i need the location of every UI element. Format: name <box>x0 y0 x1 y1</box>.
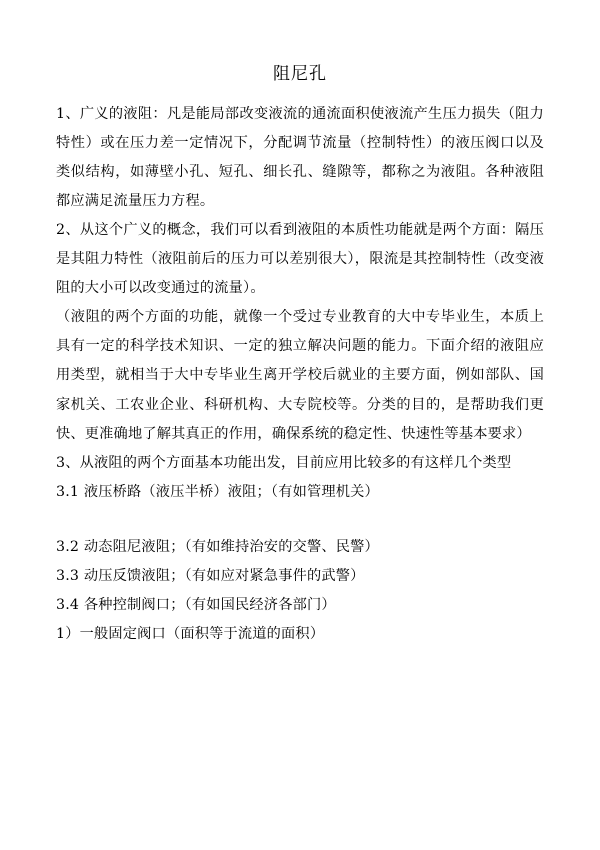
paragraph-3: （液阻的两个方面的功能，就像一个受过专业教育的大中专毕业生，本质上具有一定的科学技术知识、一定的独立解决问题的能力。下面介绍的液阻应用类型，就相当于大中专毕业生离开学校后就业的主要方面，例如部队、国家机关、工农业企业、科研机构、大专院校等。分类的目的，是帮助我们更快、更准确地了解其真正的作用，确保系统的稳定性、快速性等基本要求） <box>56 309 544 442</box>
paragraph-4: 3、从液阻的两个方面基本功能出发，目前应用比较多的有这样几个类型 <box>56 454 512 471</box>
page-title: 阻尼孔 <box>273 64 327 84</box>
paragraph-6: 3.2 动态阻尼液阻；（有如维持治安的交警、民警） <box>56 539 379 556</box>
paragraph-spacer <box>56 507 544 533</box>
paragraph-2: 2、从这个广义的概念，我们可以看到液阻的本质性功能就是两个方面：隔压是其阻力特性（液阻前后的压力可以差别很大），限流是其控制特性（改变液阻的大小可以改变通过的流量）。 <box>56 221 544 297</box>
paragraph-5: 3.1 液压桥路（液压半桥）液阻；（有如管理机关） <box>56 483 379 500</box>
paragraph-9: 1）一般固定阀口（面积等于流道的面积） <box>56 626 325 643</box>
paragraph-7: 3.3 动压反馈液阻；（有如应对紧急事件的武警） <box>56 568 365 585</box>
paragraph-8: 3.4 各种控制阀口；（有如国民经济各部门） <box>56 597 336 614</box>
paragraph-1: 1、广义的液阻：凡是能局部改变液流的通流面积使液流产生压力损失（阻力特性）或在压力差一定情况下，分配调节流量（控制特性）的液压阀口以及类似结构，如薄壁小孔、短孔、细长孔、缝隙等，都称之为液阻。各种液阻都应满足流量压力方程。 <box>56 105 544 209</box>
